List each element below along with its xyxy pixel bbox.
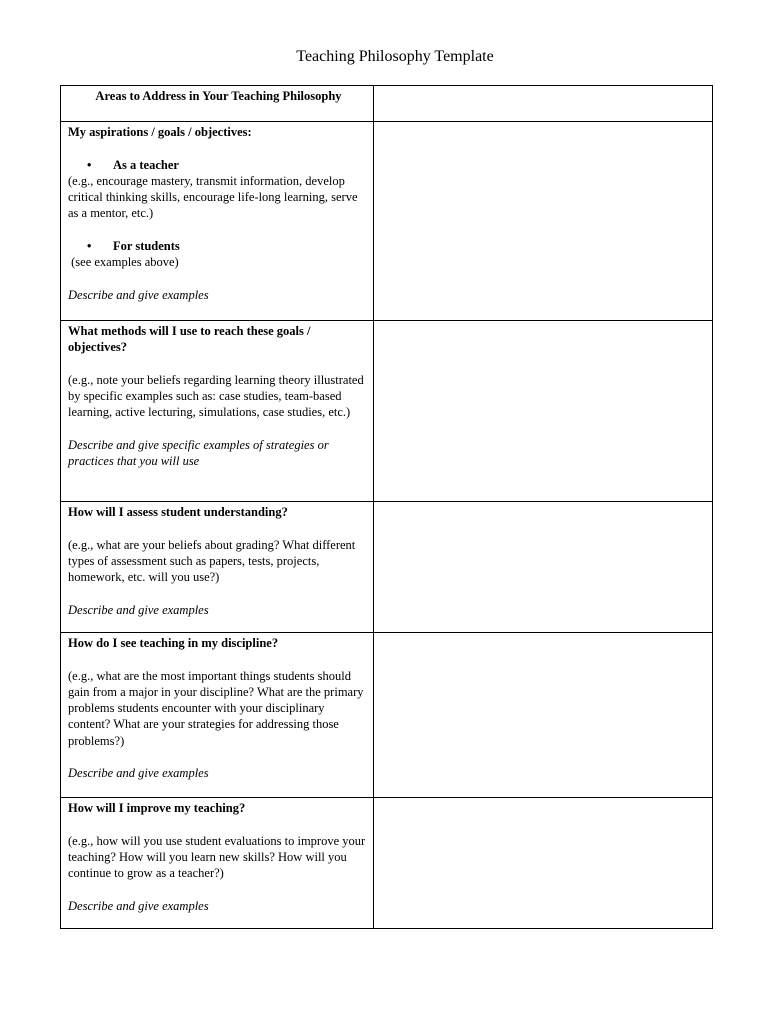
row-prompt: Describe and give examples (68, 602, 209, 617)
bullet-item (68, 157, 369, 173)
table-row (61, 122, 713, 321)
table-header-cell: Areas to Address in Your Teaching Philosophy (61, 86, 374, 122)
bullet-icon: • (87, 157, 92, 172)
bullet-icon: • (87, 239, 92, 254)
row-heading: What methods will I use to reach these goals / objectives? (68, 324, 311, 355)
row-examples: (e.g., note your beliefs regarding learning theory illustrated by specific examples such as: case studies, team-based learning, active lecturing, simulations, case studies, etc.) (68, 372, 364, 420)
prompt-cell-methods (61, 321, 374, 502)
bullet-item (68, 238, 369, 254)
row-examples: (see examples above) (68, 255, 179, 270)
response-cell[interactable] (374, 798, 713, 929)
row-examples: (e.g., encourage mastery, transmit information, develop critical thinking skills, encourage life-long learning, serve as a mentor, etc.) (68, 173, 358, 221)
table-row (61, 502, 713, 633)
response-cell[interactable] (374, 502, 713, 633)
row-prompt: Describe and give specific examples of strategies or practices that you will use (68, 438, 329, 469)
bullet-label: For students (113, 239, 180, 254)
philosophy-table (60, 85, 713, 929)
response-cell[interactable] (374, 633, 713, 798)
table-row (61, 633, 713, 798)
row-heading: How will I assess student understanding? (68, 505, 288, 519)
page-title: Teaching Philosophy Template (296, 48, 494, 65)
table-row (61, 321, 713, 502)
row-examples: (e.g., how will you use student evaluations to improve your teaching? How will you learn new skills? How will you continue to grow as a teacher?) (68, 833, 366, 881)
row-heading: How do I see teaching in my discipline? (68, 636, 279, 650)
prompt-cell-assessment (61, 502, 374, 633)
response-cell-header[interactable] (374, 86, 713, 122)
prompt-cell-improve (61, 798, 374, 929)
row-examples: (e.g., what are the most important things students should gain from a major in your discipline? What are the primary problems students encounter with your disciplinary content? What are your strategies for addressing those problems?) (68, 668, 364, 748)
prompt-cell-aspirations (61, 122, 374, 321)
prompt-cell-discipline (61, 633, 374, 798)
table-header-row (61, 86, 713, 122)
row-heading: My aspirations / goals / objectives: (68, 125, 252, 139)
bullet-label: As a teacher (113, 157, 179, 172)
table-row (61, 798, 713, 929)
row-prompt: Describe and give examples (68, 898, 209, 913)
response-cell[interactable] (374, 321, 713, 502)
row-heading: How will I improve my teaching? (68, 801, 246, 815)
row-examples: (e.g., what are your beliefs about grading? What different types of assessment such as papers, tests, projects, homework, etc. will you use?) (68, 537, 356, 585)
row-prompt: Describe and give examples (68, 287, 209, 302)
row-prompt: Describe and give examples (68, 766, 209, 781)
response-cell[interactable] (374, 122, 713, 321)
